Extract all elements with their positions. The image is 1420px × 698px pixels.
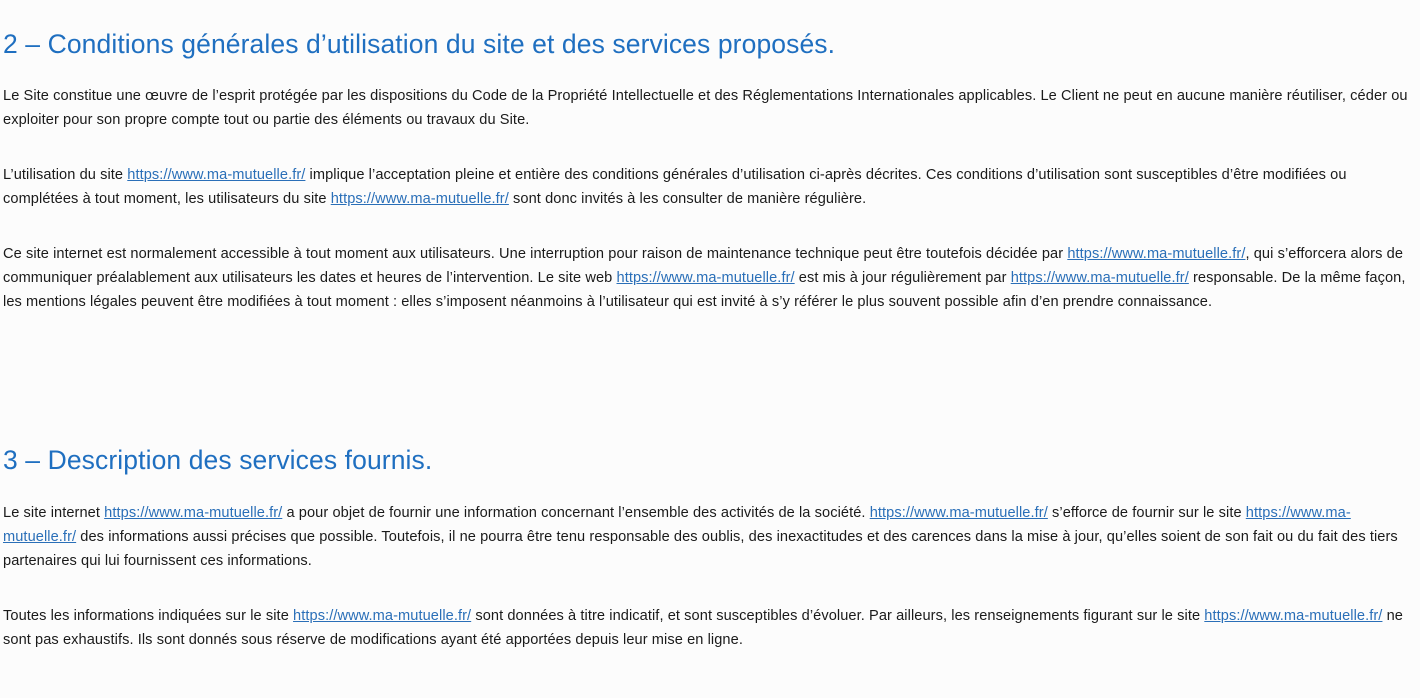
- paragraph-text: s’efforce de fournir sur le site: [1047, 505, 1246, 521]
- paragraph-text: , qui s’efforcera alors de communiquer préalablement aux utilisateurs les dates et heures de l’intervention. Le site web: [3, 246, 1404, 286]
- site-link[interactable]: https://www.ma-mutuelle.fr/: [3, 505, 1351, 545]
- site-link[interactable]: https://www.ma-mutuelle.fr/: [330, 191, 509, 207]
- site-link[interactable]: https://www.ma-mutuelle.fr/: [127, 167, 306, 183]
- paragraph-text: responsable. De la même façon, les mentions légales peuvent être modifiées à tout moment : elles s’imposent néanmoins à l’utilisateur qui est invité à s’y référer le plus souvent possible afin d’en prendre connaissance.: [3, 270, 1406, 310]
- paragraph-text: L’utilisation du site: [3, 167, 128, 183]
- paragraph-intellectual-property: [3, 84, 1417, 132]
- site-link[interactable]: https://www.ma-mutuelle.fr/: [616, 270, 795, 286]
- paragraph-text: Ce site internet est normalement accessible à tout moment aux utilisateurs. Une interruption pour raison de maintenance technique peut être toutefois décidée par: [3, 246, 1068, 262]
- paragraph-text: Toutes les informations indiquées sur le site: [3, 608, 294, 624]
- section-heading-services: 3 – Description des services fournis.: [3, 445, 433, 475]
- paragraph-text: ne sont pas exhaustifs. Ils sont donnés sous réserve de modifications ayant été apportées depuis leur mise en ligne.: [3, 608, 1403, 648]
- paragraph-services-purpose: [3, 501, 1417, 573]
- site-link[interactable]: https://www.ma-mutuelle.fr/: [1010, 270, 1189, 286]
- paragraph-text: Le site internet: [3, 505, 105, 521]
- paragraph-information-disclaimer: [3, 604, 1417, 652]
- paragraph-availability: [3, 242, 1417, 314]
- site-link[interactable]: https://www.ma-mutuelle.fr/: [869, 505, 1048, 521]
- paragraph-text: sont donc invités à les consulter de manière régulière.: [508, 191, 867, 207]
- paragraph-text: implique l’acceptation pleine et entière des conditions générales d’utilisation ci-après décrites. Ces conditions d’utilisation sont susceptibles d’être modifiées ou complétées à tout moment, les utilisateurs du site: [3, 167, 1347, 207]
- paragraph-terms-acceptance: [3, 163, 1417, 211]
- site-link[interactable]: https://www.ma-mutuelle.fr/: [104, 505, 283, 521]
- paragraph-text: est mis à jour régulièrement par: [794, 270, 1011, 286]
- site-link[interactable]: https://www.ma-mutuelle.fr/: [293, 608, 472, 624]
- site-link[interactable]: https://www.ma-mutuelle.fr/: [1067, 246, 1246, 262]
- paragraph-text: Le Site constitue une œuvre de l’esprit protégée par les dispositions du Code de la Propriété Intellectuelle et des Réglementations Internationales applicables. Le Client ne peut en aucune manière réutiliser, céder ou exploiter pour son propre compte tout ou partie des éléments ou travaux du Site.: [3, 88, 1408, 128]
- paragraph-text: sont données à titre indicatif, et sont susceptibles d’évoluer. Par ailleurs, les renseignements figurant sur le site: [471, 608, 1205, 624]
- paragraph-text: a pour objet de fournir une information concernant l’ensemble des activités de la société.: [282, 505, 870, 521]
- site-link[interactable]: https://www.ma-mutuelle.fr/: [1204, 608, 1383, 624]
- section-heading-conditions: 2 – Conditions générales d’utilisation du site et des services proposés.: [3, 29, 836, 59]
- paragraph-text: des informations aussi précises que possible. Toutefois, il ne pourra être tenu responsable des oublis, des inexactitudes et des carences dans la mise à jour, qu’elles soient de son fait ou du fait des tiers partenaires qui lui fournissent ces informations.: [3, 529, 1398, 569]
